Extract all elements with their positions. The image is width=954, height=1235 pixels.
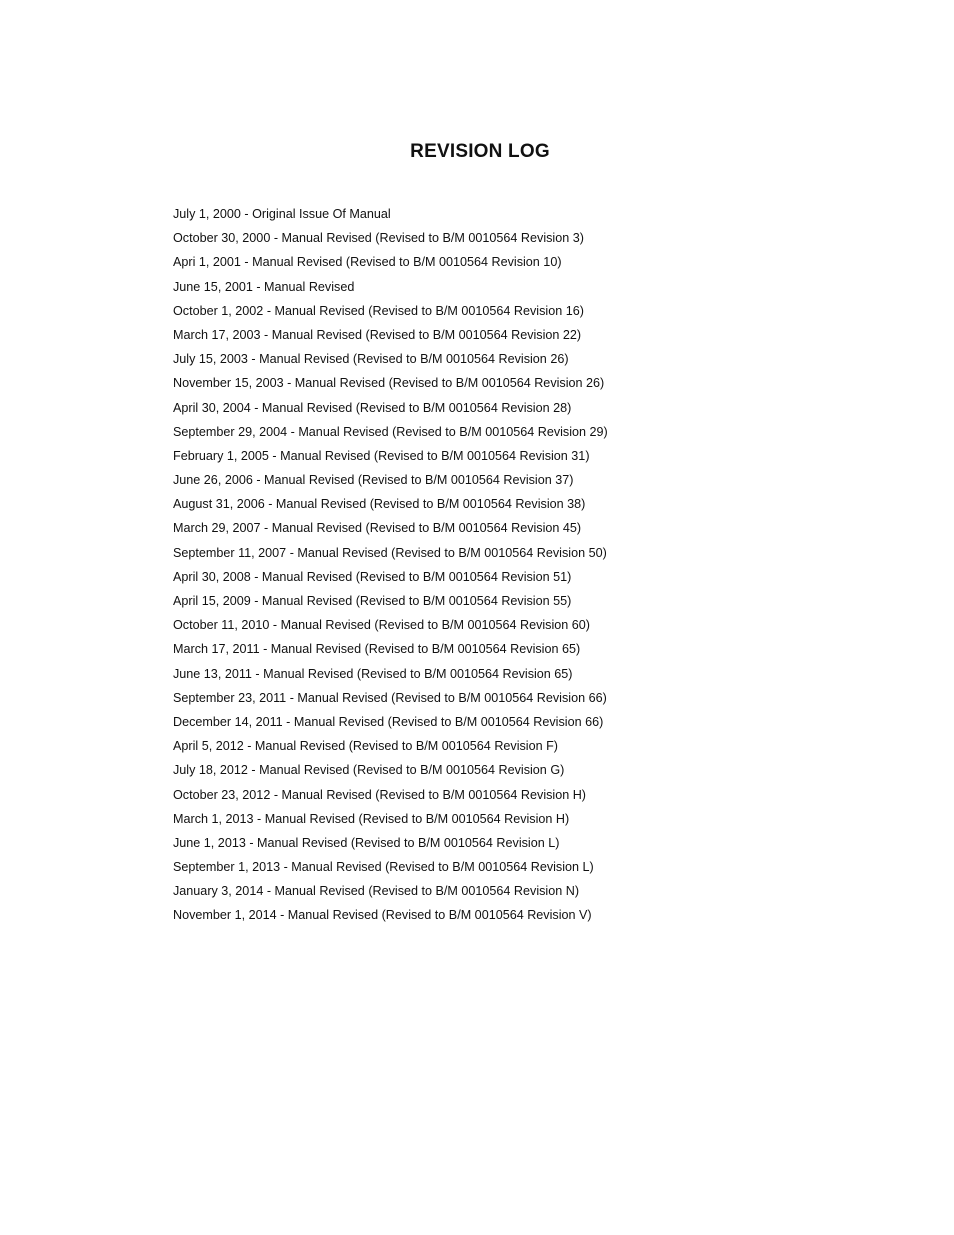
revision-entry: December 14, 2011 - Manual Revised (Revised to B/M 0010564 Revision 66) [173, 714, 604, 729]
revision-entry: July 15, 2003 - Manual Revised (Revised to B/M 0010564 Revision 26) [173, 352, 569, 367]
revision-entry: March 29, 2007 - Manual Revised (Revised to B/M 0010564 Revision 45) [173, 521, 582, 536]
revision-entry: October 1, 2002 - Manual Revised (Revised to B/M 0010564 Revision 16) [173, 303, 584, 318]
revision-entry: November 15, 2003 - Manual Revised (Revised to B/M 0010564 Revision 26) [173, 376, 605, 391]
revision-entry: October 23, 2012 - Manual Revised (Revised to B/M 0010564 Revision H) [173, 787, 587, 802]
revision-entry: July 18, 2012 - Manual Revised (Revised to B/M 0010564 Revision G) [173, 763, 565, 778]
revision-log-list [173, 205, 873, 931]
revision-entry: March 1, 2013 - Manual Revised (Revised to B/M 0010564 Revision H) [173, 811, 570, 826]
revision-entry: April 5, 2012 - Manual Revised (Revised to B/M 0010564 Revision F) [173, 739, 558, 754]
revision-entry: September 11, 2007 - Manual Revised (Revised to B/M 0010564 Revision 50) [173, 545, 607, 560]
revision-entry: June 1, 2013 - Manual Revised (Revised to B/M 0010564 Revision L) [173, 835, 560, 850]
revision-entry: August 31, 2006 - Manual Revised (Revised to B/M 0010564 Revision 38) [173, 497, 586, 512]
revision-entry: October 30, 2000 - Manual Revised (Revised to B/M 0010564 Revision 3) [173, 231, 584, 246]
revision-entry: April 15, 2009 - Manual Revised (Revised to B/M 0010564 Revision 55) [173, 594, 572, 608]
revision-entry: Apri 1, 2001 - Manual Revised (Revised to B/M 0010564 Revision 10) [173, 255, 562, 270]
revision-entry: September 23, 2011 - Manual Revised (Revised to B/M 0010564 Revision 66) [173, 690, 607, 705]
revision-entry: June 13, 2011 - Manual Revised (Revised to B/M 0010564 Revision 65) [173, 666, 573, 681]
revision-entry: September 1, 2013 - Manual Revised (Revised to B/M 0010564 Revision L) [173, 860, 594, 875]
revision-entry: November 1, 2014 - Manual Revised (Revised to B/M 0010564 Revision V) [173, 908, 592, 923]
revision-entry: September 29, 2004 - Manual Revised (Revised to B/M 0010564 Revision 29) [173, 424, 608, 439]
revision-entry: March 17, 2011 - Manual Revised (Revised to B/M 0010564 Revision 65) [173, 642, 581, 657]
revision-entry: March 17, 2003 - Manual Revised (Revised to B/M 0010564 Revision 22) [173, 327, 582, 342]
revision-entry: June 15, 2001 - Manual Revised [173, 279, 355, 294]
revision-entry: October 11, 2010 - Manual Revised (Revised to B/M 0010564 Revision 60) [173, 618, 590, 633]
revision-entry: April 30, 2008 - Manual Revised (Revised to B/M 0010564 Revision 51) [173, 569, 572, 584]
revision-entry: July 1, 2000 - Original Issue Of Manual [173, 207, 391, 221]
revision-entry: February 1, 2005 - Manual Revised (Revised to B/M 0010564 Revision 31) [173, 448, 590, 463]
page-title: REVISION LOG [410, 141, 550, 162]
revision-entry: June 26, 2006 - Manual Revised (Revised to B/M 0010564 Revision 37) [173, 473, 574, 488]
revision-entry: April 30, 2004 - Manual Revised (Revised to B/M 0010564 Revision 28) [173, 400, 572, 415]
revision-entry: January 3, 2014 - Manual Revised (Revised to B/M 0010564 Revision N) [173, 884, 580, 899]
